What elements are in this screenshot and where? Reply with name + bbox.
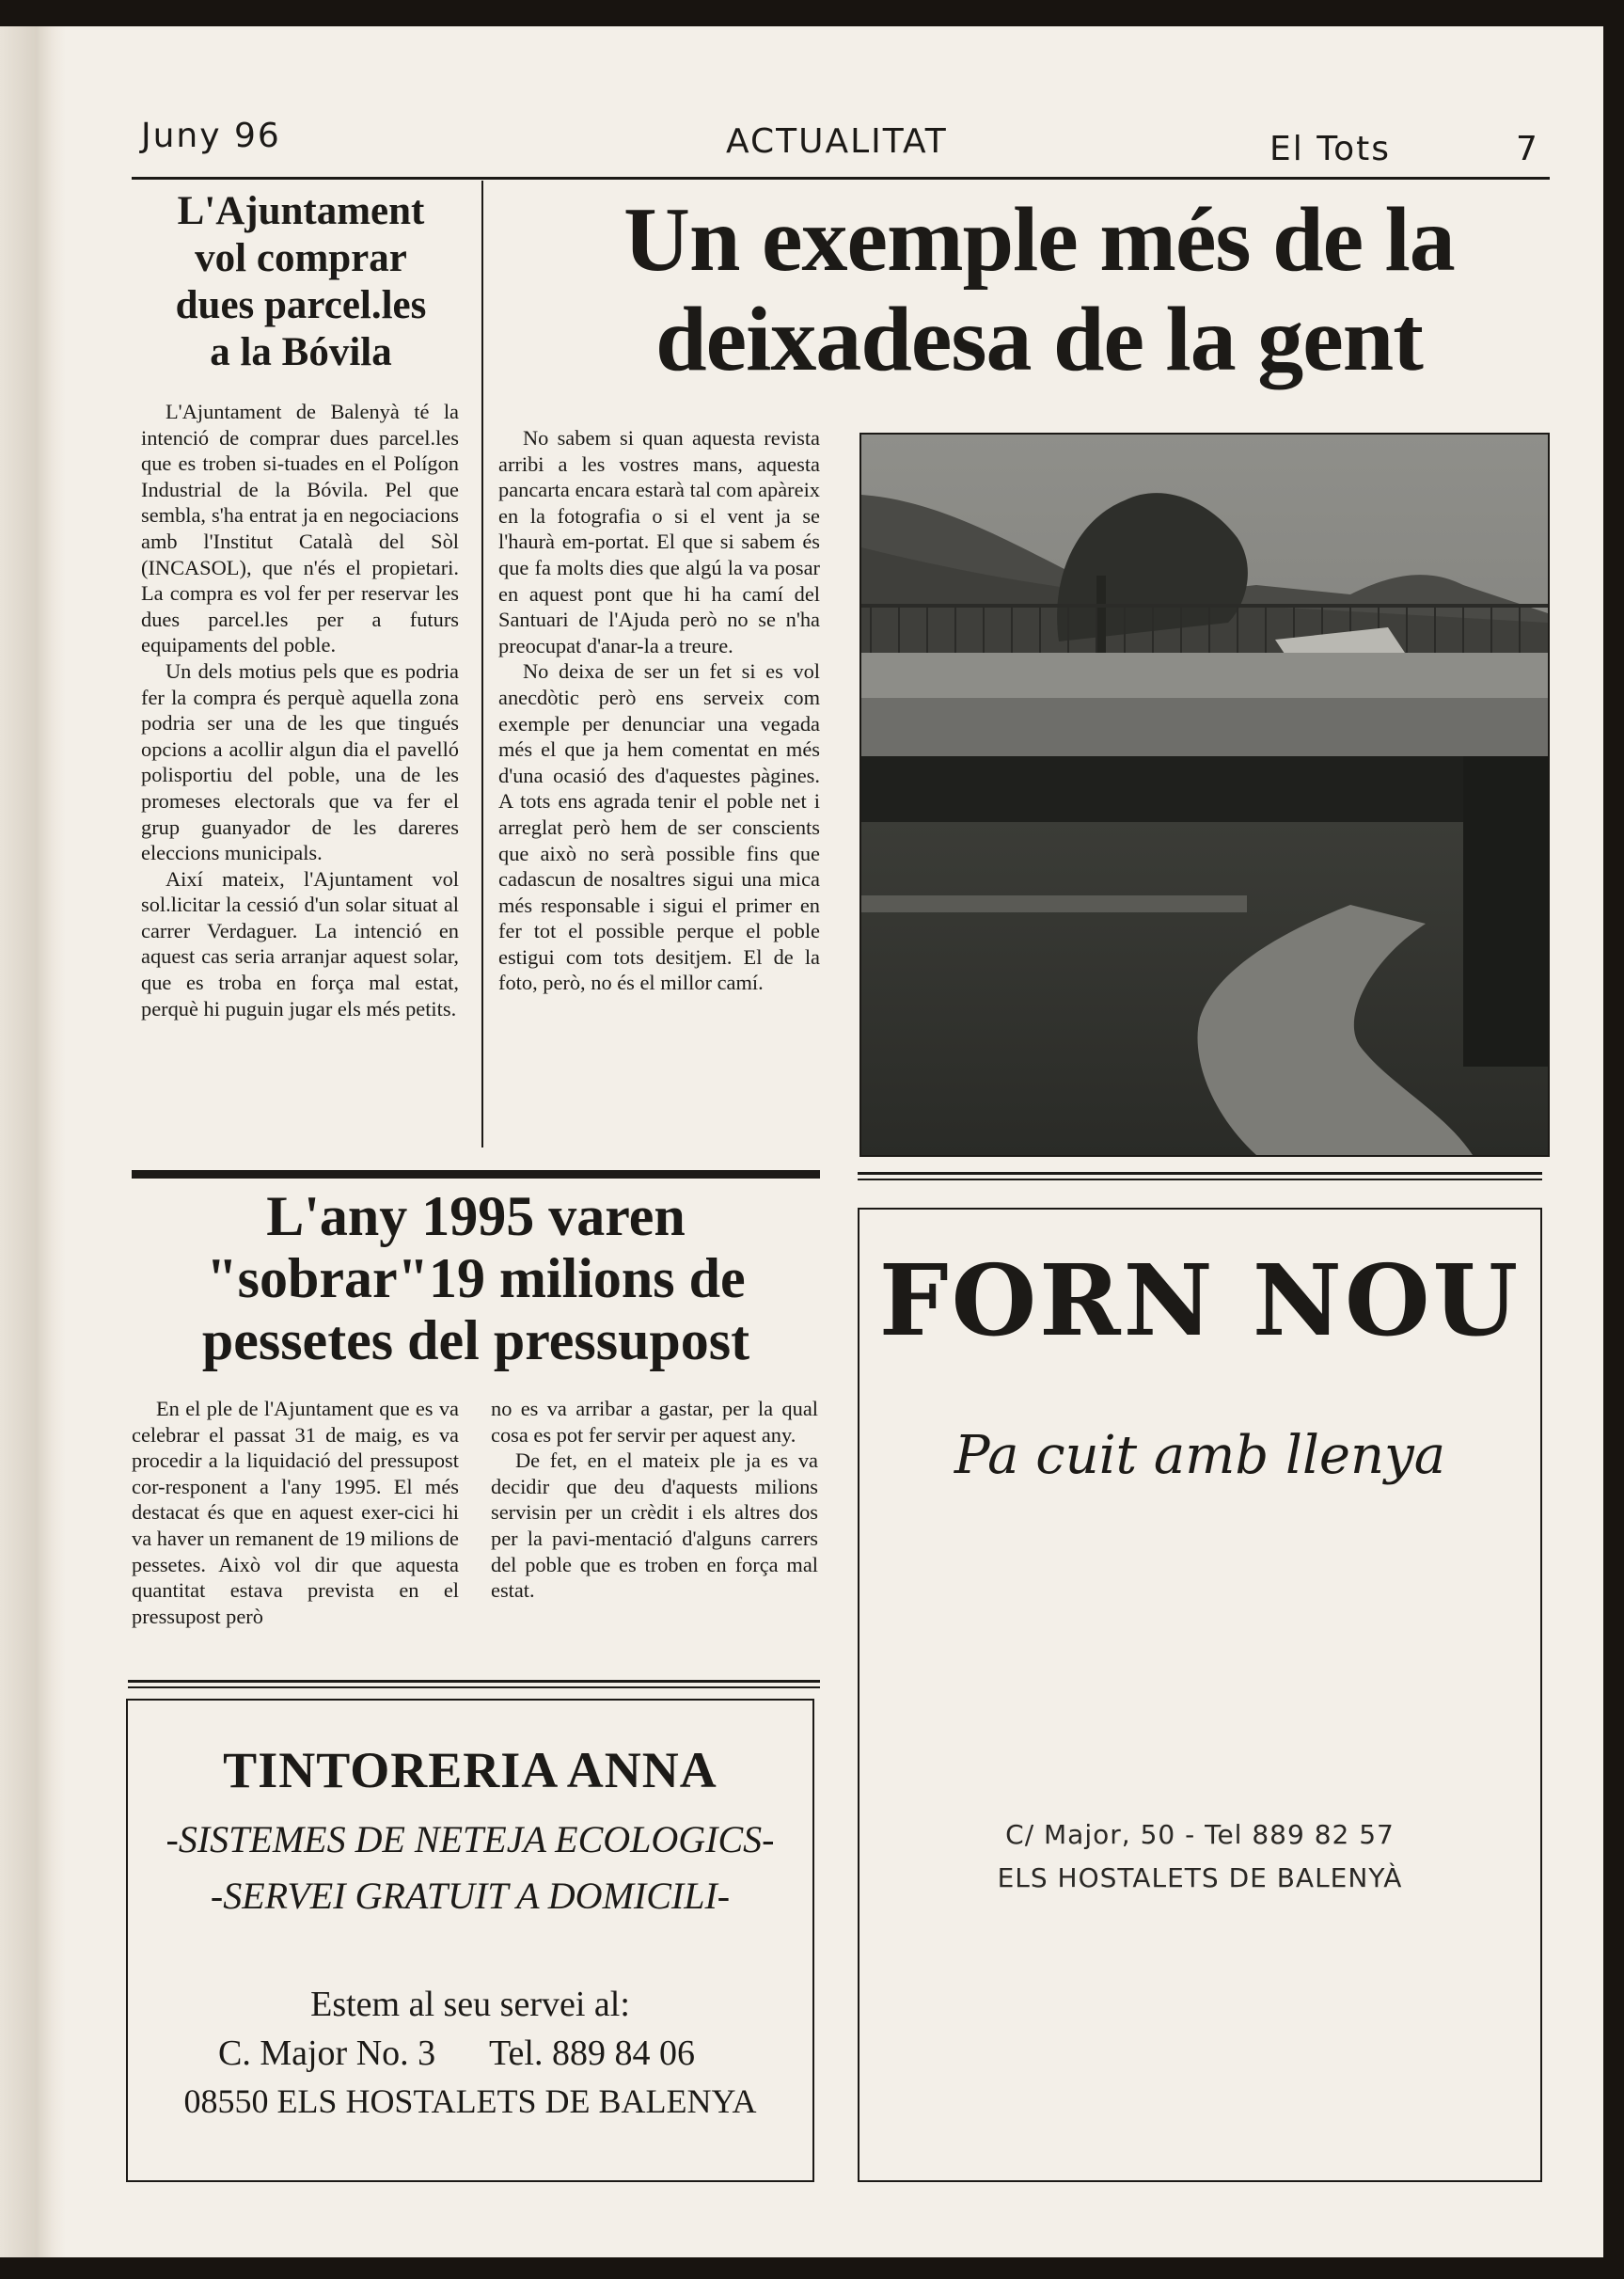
title-line: deixadesa de la gent xyxy=(655,289,1423,390)
bridge-photo-image xyxy=(861,435,1548,1155)
paragraph: No sabem si quan aquesta revista arribi a les vostres mans, aquesta pancarta encara estarà tal com apàreix en la fotografia o si el vent ja se l'haurà em-portat. El que si sabem és que fa molts dies que algú la va posar en aquest pont que hi ha camí del Santuari de l'Ajuda però no se n'ha preocupat d'anar-la a treure. xyxy=(498,426,820,657)
main-article-body xyxy=(498,425,820,996)
tintoreria-address: C. Major No. 3 xyxy=(218,2034,436,2073)
issue-date: Juny 96 xyxy=(141,117,281,155)
paragraph: no es va arribar a gastar, per la qual cosa es pot fer servir per aquest any. xyxy=(491,1397,818,1447)
page-spine xyxy=(0,26,66,2257)
title-line: L'any 1995 varen xyxy=(266,1185,686,1247)
left-article-title xyxy=(132,188,470,376)
paragraph: No deixa de ser un fet si es vol anecdòtic però ens serveix com exemple per denunciar una vegada més el que ja hem comentat en més d'una ocasió des d'aquestes pàgines. A tots ens agrada tenir el poble net i arreglat però hem de ser conscients que això no serà possible fins que cadascun de nosaltres sigui una mica més responsable i sigui el primer en fer tot el possible perque el poble estigui com tots desitjem. El de la foto, però, no és el millor camí. xyxy=(498,659,820,995)
tintoreria-anna-ad xyxy=(126,1699,814,2182)
title-line: pessetes del pressupost xyxy=(201,1309,750,1371)
title-line: L'Ajuntament xyxy=(177,189,425,233)
budget-body-col1 xyxy=(132,1396,459,1629)
paragraph: Un dels motius pels que es podria fer la compra és perquè aquella zona podria ser una de les que tingués opcions a acollir algun dia el pavelló polisportiu del poble, una de les promeses electorals que va fer el grup guanyador de les dareres eleccions municipals. xyxy=(141,658,459,865)
ad-separator-rule xyxy=(858,1179,1542,1180)
forn-nou-name: FORN NOU xyxy=(878,1242,1522,1358)
tintoreria-service: Estem al seu servei al: xyxy=(310,1985,630,2024)
tintoreria-tagline-1: -SISTEMES DE NETEJA ECOLOGICS- xyxy=(166,1818,775,1860)
forn-nou-slogan: Pa cuit amb llenya xyxy=(954,1425,1446,1486)
forn-nou-address: C/ Major, 50 - Tel 889 82 57 xyxy=(1005,1819,1395,1850)
ad-separator-rule xyxy=(858,1172,1542,1175)
ad-separator-rule xyxy=(128,1680,820,1683)
title-line: a la Bóvila xyxy=(210,330,392,374)
section-title: ACTUALITAT xyxy=(726,122,948,161)
title-line: Un exemple més de la xyxy=(623,189,1455,291)
bridge-photo xyxy=(859,433,1550,1157)
publication-name: El Tots xyxy=(1269,130,1391,168)
tintoreria-phone: Tel. 889 84 06 xyxy=(489,2034,695,2073)
forn-nou-ad xyxy=(858,1208,1542,2182)
forn-nou-town: ELS HOSTALETS DE BALENYÀ xyxy=(997,1862,1403,1893)
tintoreria-name: TINTORERIA ANNA xyxy=(223,1742,717,1798)
paragraph: L'Ajuntament de Balenyà té la intenció de comprar dues parcel.les que es troben si-tuades en el Polígon Industrial de la Bóvila. Pel que sembla, s'ha entrat ja en negociacions amb l'Institut Català del Sòl (INCASOL), que n'és el propietari. La compra es vol fer per reservar les dues parcel.les per a futurs equipaments del poble. xyxy=(141,400,459,657)
paragraph: En el ple de l'Ajuntament que es va celebrar el passat 31 de maig, es va procedir a la liquidació del pressupost cor-responent a l'any 1995. El més destacat és que en aquest exer-cici hi va haver un remanent de 19 milions de pessetes. Això vol dir que aquesta quantitat estava prevista en el pressupost però xyxy=(132,1397,459,1628)
ad-separator-rule xyxy=(128,1686,820,1688)
header-rule xyxy=(132,177,1550,180)
title-line: vol comprar xyxy=(195,236,407,280)
title-line: "sobrar"19 milions de xyxy=(206,1247,746,1309)
tintoreria-town: 08550 ELS HOSTALETS DE BALENYA xyxy=(183,2082,757,2120)
paragraph: Així mateix, l'Ajuntament vol sol.licitar la cessió d'un solar situat al carrer Verdaguer. La intenció en aquest cas seria arranjar aquest solar, que es troba en força mal estat, perquè hi puguin jugar els més petits. xyxy=(141,866,459,1021)
budget-article-title xyxy=(132,1185,820,1371)
title-line: dues parcel.les xyxy=(175,283,427,327)
left-article-body xyxy=(141,399,459,1021)
column-divider xyxy=(481,181,483,1147)
budget-top-rule xyxy=(132,1170,820,1179)
tintoreria-tagline-2: -SERVEI GRATUIT A DOMICILI- xyxy=(210,1875,731,1917)
page-number: 7 xyxy=(1516,130,1539,168)
main-article-title xyxy=(527,190,1552,389)
paragraph: De fet, en el mateix ple ja es va decidir que deu d'aquests milions servisin per un crèdit i els altres dos per la pavi-mentació d'alguns carrers del poble que es troben en força mal estat. xyxy=(491,1448,818,1603)
budget-body-col2 xyxy=(491,1396,818,1604)
